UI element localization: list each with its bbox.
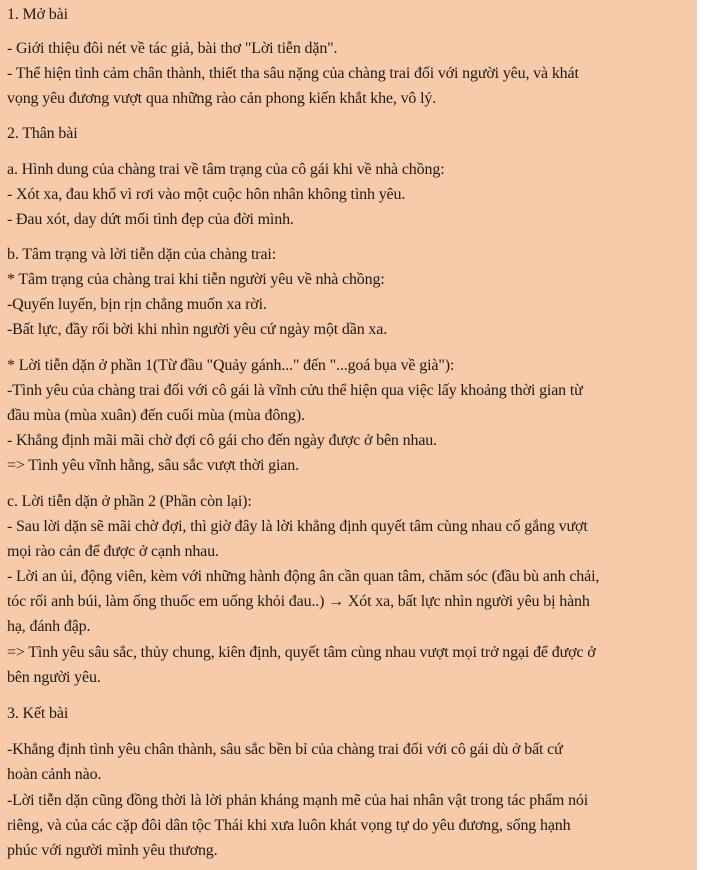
part-c-line: tóc rối anh búi, làm ống thuốc em uống khỏi đau..) → Xót xa, bất lực nhìn người yêu bị hành xyxy=(7,593,590,610)
part-c-line: => Tình yêu sâu sắc, thủy chung, kiên định, quyết tâm cùng nhau vượt mọi trở ngại để được ở xyxy=(7,644,596,661)
intro-line: - Giới thiệu đôi nét về tác giả, bài thơ "Lời tiễn dặn". xyxy=(7,40,338,57)
part-a-line: - Đau xót, day dứt mối tình đẹp của đời mình. xyxy=(7,211,294,228)
part-a-line: - Xót xa, đau khổ vì rơi vào một cuộc hôn nhân không tình yêu. xyxy=(7,186,406,203)
part-b-line: * Lời tiễn dặn ở phần 1(Từ đầu "Quảy gánh..." đến "...goá bụa về già"): xyxy=(7,357,455,374)
part-b-line: - Khẳng định mãi mãi chờ đợi cô gái cho đến ngày được ở bên nhau. xyxy=(7,432,437,449)
part-b-line: => Tình yêu vĩnh hằng, sâu sắc vượt thời gian. xyxy=(7,457,299,474)
part-b-line: -Tình yêu của chàng trai đối với cô gái là vĩnh cửu thể hiện qua việc lấy khoảng thời gian từ xyxy=(7,382,583,399)
section-heading-conclusion: 3. Kết bài xyxy=(7,705,69,722)
intro-line: vọng yêu đương vượt qua những rào cản phong kiến khắt khe, vô lý. xyxy=(7,90,437,107)
conclusion-line: hoàn cảnh nào. xyxy=(7,766,102,783)
part-c-title: c. Lời tiễn dặn ở phần 2 (Phần còn lại): xyxy=(7,493,252,510)
part-b-line: -Quyến luyến, bịn rịn chẳng muốn xa rời. xyxy=(7,296,267,313)
part-c-line: hạ, đánh đập. xyxy=(7,618,91,635)
conclusion-line: riêng, và của các cặp đôi dân tộc Thái khi xưa luôn khát vọng tự do yêu đương, sống hạnh xyxy=(7,817,571,834)
intro-line: - Thể hiện tình cảm chân thành, thiết tha sâu nặng của chàng trai đối với người yêu, và khát xyxy=(7,65,579,82)
part-b-line: đầu mùa (mùa xuân) đến cuối mùa (mùa đông). xyxy=(7,407,305,424)
conclusion-line: phúc với người mình yêu thương. xyxy=(7,842,218,859)
part-c-line: - Sau lời dặn sẽ mãi chờ đợi, thì giờ đây là lời khẳng định quyết tâm cùng nhau cố gắng vượt xyxy=(7,518,588,535)
section-heading-intro: 1. Mở bài xyxy=(7,6,68,23)
part-b-line: * Tâm trạng của chàng trai khi tiễn người yêu về nhà chồng: xyxy=(7,271,385,288)
conclusion-line: -Lời tiễn dặn cũng đồng thời là lời phản kháng mạnh mẽ của hai nhân vật trong tác phẩm nói xyxy=(7,792,589,809)
part-c-line: mọi rào cản để được ở cạnh nhau. xyxy=(7,543,219,560)
conclusion-line: -Khẳng định tình yêu chân thành, sâu sắc bền bỉ của chàng trai đối với cô gái dù ở bất cứ xyxy=(7,741,563,758)
part-c-line: bên người yêu. xyxy=(7,669,101,686)
part-c-line: - Lời an ủi, động viên, kèm với những hành động ân cần quan tâm, chăm sóc (đầu bù anh chải, xyxy=(7,568,600,585)
section-heading-body: 2. Thân bài xyxy=(7,125,78,142)
part-b-title: b. Tâm trạng và lời tiễn dặn của chàng trai: xyxy=(7,246,277,263)
part-a-title: a. Hình dung của chàng trai về tâm trạng của cô gái khi về nhà chồng: xyxy=(7,161,445,178)
part-b-line: -Bất lực, đầy rối bời khi nhìn người yêu cứ ngày một dần xa. xyxy=(7,321,388,338)
